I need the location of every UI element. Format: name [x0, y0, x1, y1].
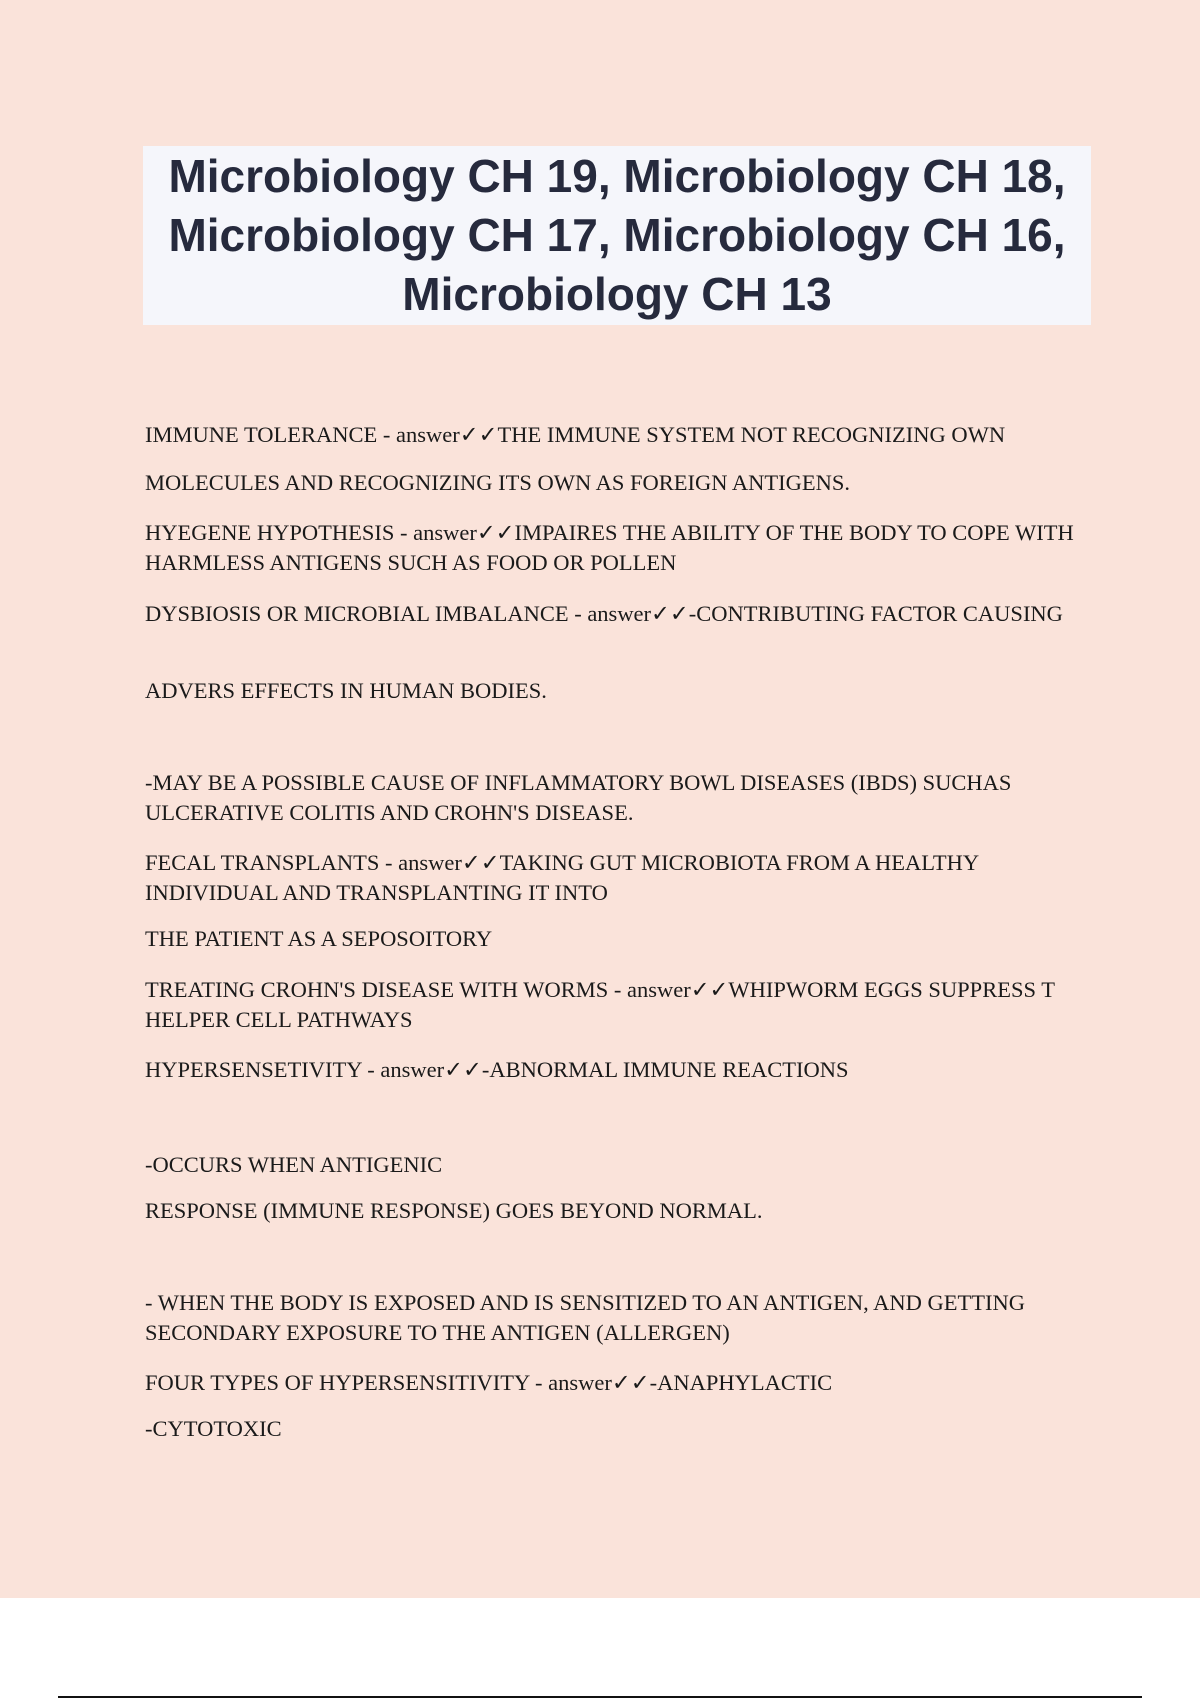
title-banner [143, 146, 1091, 325]
document-title: Microbiology CH 19, Microbiology CH 18, Microbiology CH 17, Microbiology CH 16, Microbiology CH 13 [168, 150, 1066, 320]
paragraph-antigenic: -OCCURS WHEN ANTIGENIC [145, 1152, 443, 1177]
paragraph-crohns-worms: TREATING CROHN'S DISEASE WITH WORMS - answer✓✓WHIPWORM EGGS SUPPRESS T HELPER CELL PATHWAYS [145, 977, 1055, 1032]
paragraph-four-types: FOUR TYPES OF HYPERSENSITIVITY - answer✓✓-ANAPHYLACTIC [145, 1370, 833, 1395]
paragraph-immune-tolerance-cont: MOLECULES AND RECOGNIZING ITS OWN AS FOREIGN ANTIGENS. [145, 470, 850, 495]
paragraph-hygiene-hypothesis: HYEGENE HYPOTHESIS - answer✓✓IMPAIRES THE ABILITY OF THE BODY TO COPE WITH HARMLESS ANTIGENS SUCH AS FOOD OR POLLEN [145, 520, 1074, 575]
paragraph-ibd: -MAY BE A POSSIBLE CAUSE OF INFLAMMATORY BOWL DISEASES (IBDS) SUCHAS ULCERATIVE COLITIS AND CROHN'S DISEASE. [145, 770, 1012, 825]
paragraph-fecal-transplants-cont: THE PATIENT AS A SEPOSOITORY [145, 926, 493, 951]
paragraph-dysbiosis: DYSBIOSIS OR MICROBIAL IMBALANCE - answer✓✓-CONTRIBUTING FACTOR CAUSING [145, 601, 1063, 626]
paragraph-fecal-transplants: FECAL TRANSPLANTS - answer✓✓TAKING GUT MICROBIOTA FROM A HEALTHY INDIVIDUAL AND TRANSPLANTING IT INTO [145, 850, 979, 905]
paragraph-cytotoxic: -CYTOTOXIC [145, 1416, 282, 1441]
footer-divider [58, 1696, 1142, 1698]
paragraph-dysbiosis-cont: ADVERS EFFECTS IN HUMAN BODIES. [145, 678, 547, 703]
paragraph-sensitized: - WHEN THE BODY IS EXPOSED AND IS SENSITIZED TO AN ANTIGEN, AND GETTING SECONDARY EXPOSURE TO THE ANTIGEN (ALLERGEN) [145, 1290, 1025, 1345]
paragraph-antigenic-cont: RESPONSE (IMMUNE RESPONSE) GOES BEYOND NORMAL. [145, 1198, 763, 1223]
paragraph-hypersensitivity: HYPERSENSETIVITY - answer✓✓-ABNORMAL IMMUNE REACTIONS [145, 1057, 849, 1082]
paragraph-immune-tolerance: IMMUNE TOLERANCE - answer✓✓THE IMMUNE SYSTEM NOT RECOGNIZING OWN [145, 422, 1006, 447]
